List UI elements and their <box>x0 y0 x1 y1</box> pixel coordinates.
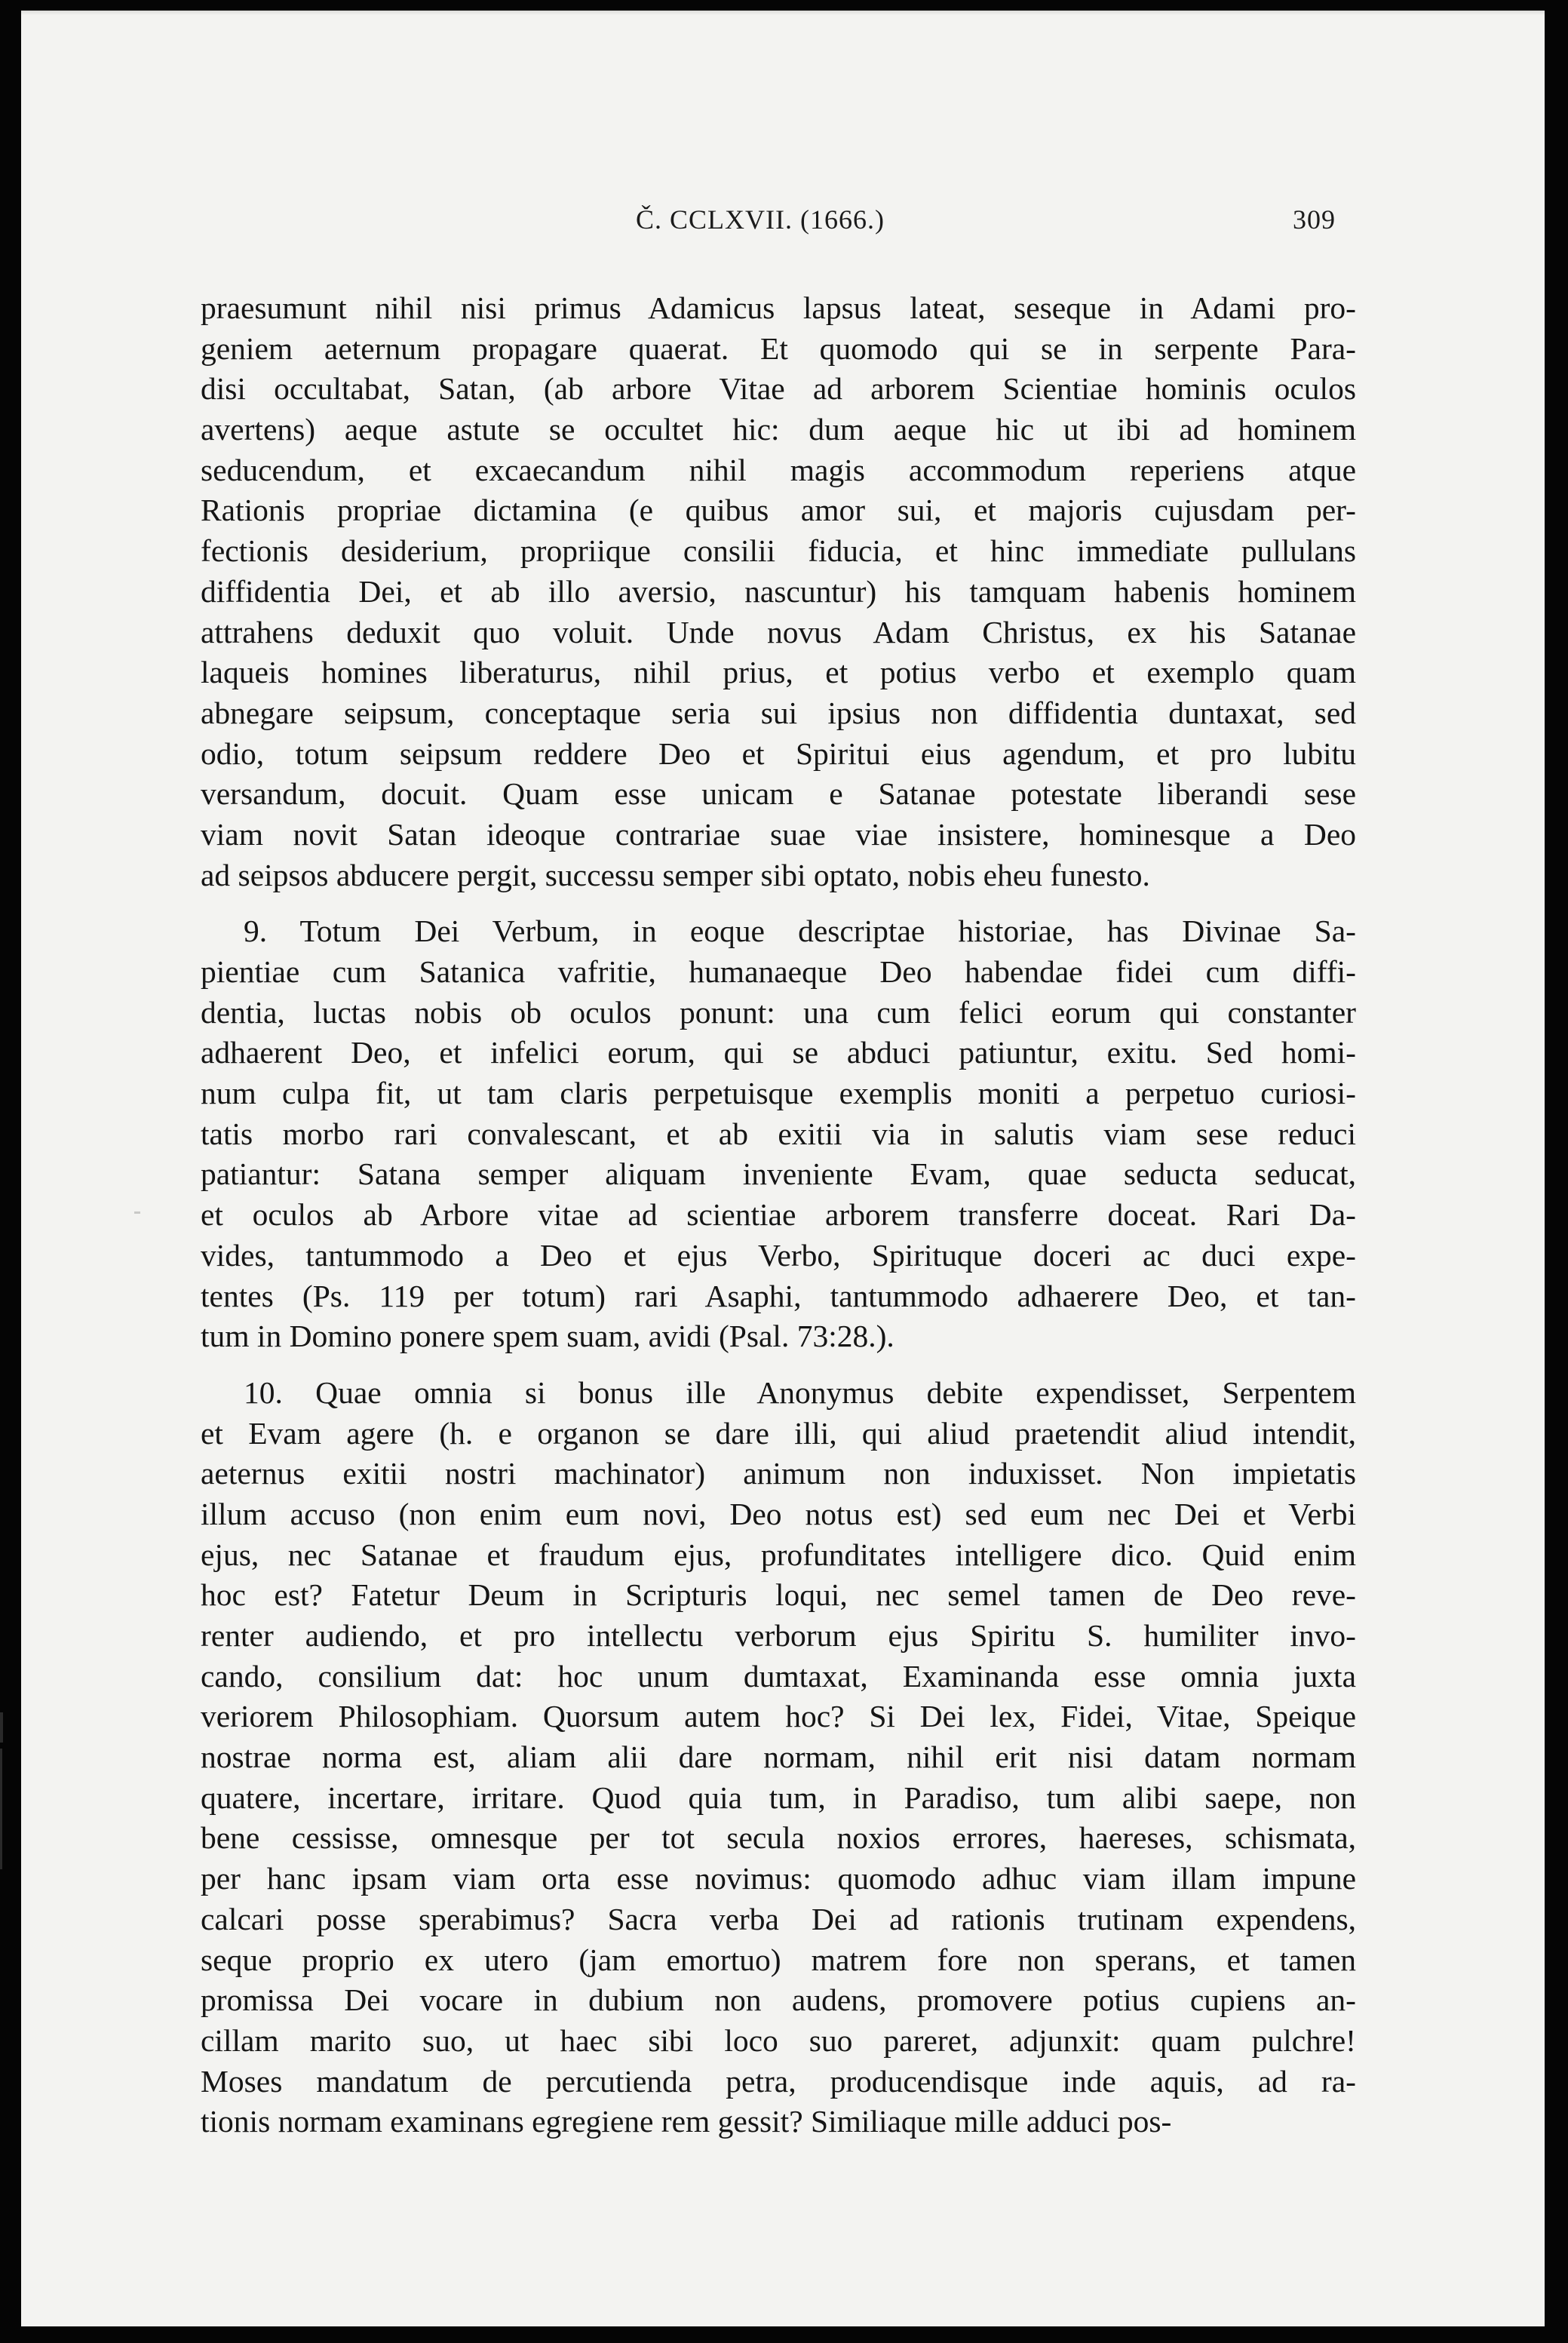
text-line: illum accuso (non enim eum novi, Deo notus est) sed eum nec Dei et Verbi <box>201 1496 1356 1531</box>
text-line: et oculos ab Arbore vitae ad scientiae arborem transferre doceat. Rari Da- <box>201 1197 1356 1233</box>
paragraph <box>201 288 1356 895</box>
text-line: tatis morbo rari convalescant, et ab exitii via in salutis viam sese reduci <box>201 1116 1356 1151</box>
scanned-page <box>21 11 1545 2326</box>
page-number: 309 <box>1293 204 1336 235</box>
text-line: seque proprio ex utero (jam emortuo) matrem fore non sperans, et tamen <box>201 1942 1356 1977</box>
text-line: abnegare seipsum, conceptaque seria sui ipsius non diffidentia duntaxat, sed <box>201 695 1356 730</box>
body-text <box>201 288 1356 2142</box>
text-line: disi occultabat, Satan, (ab arbore Vitae ad arborem Scientiae hominis oculos <box>201 371 1356 407</box>
text-line: pientiae cum Satanica vafritie, humanaeque Deo habendae fidei cum diffi- <box>201 954 1356 989</box>
text-line: tionis normam examinans egregiene rem gessit? Similiaque mille adduci pos- <box>201 2104 1172 2139</box>
text-line: seducendum, et excaecandum nihil magis accommodum reperiens atque <box>201 452 1356 487</box>
text-line: 10. Quae omnia si bonus ille Anonymus debite expendisset, Serpentem <box>244 1374 1356 1410</box>
text-line: renter audiendo, et pro intellectu verborum ejus Spiritu S. humiliter invo- <box>201 1618 1356 1653</box>
text-line: geniem aeternum propagare quaerat. Et quomodo qui se in serpente Para- <box>201 330 1356 366</box>
binding-edge-mark <box>0 1712 3 1743</box>
text-line: hoc est? Fatetur Deum in Scripturis loqui, nec semel tamen de Deo reve- <box>201 1577 1356 1613</box>
paragraph <box>201 1373 1356 2142</box>
text-line: per hanc ipsam viam orta esse novimus: quomodo adhuc viam illam impune <box>201 1861 1356 1896</box>
text-line: cillam marito suo, ut haec sibi loco suo pareret, adjunxit: quam pulchre! <box>201 2022 1356 2058</box>
margin-smudge <box>134 1211 140 1214</box>
text-line: tum in Domino ponere spem suam, avidi (Psal. 73:28.). <box>201 1319 894 1354</box>
text-line: cando, consilium dat: hoc unum dumtaxat, Examinanda esse omnia juxta <box>201 1658 1356 1694</box>
text-line: versandum, docuit. Quam esse unicam e Satanae potestate liberandi sese <box>201 776 1356 812</box>
text-line: bene cessisse, omnesque per tot secula noxios errores, haereses, schismata, <box>201 1820 1356 1856</box>
paragraph-gap <box>201 1357 1356 1373</box>
text-line: patiantur: Satana semper aliquam inveniente Evam, quae seducta seducat, <box>201 1156 1356 1192</box>
text-line: quatere, incertare, irritare. Quod quia tum, in Paradiso, tum alibi saepe, non <box>201 1780 1356 1815</box>
text-line: praesumunt nihil nisi primus Adamicus lapsus lateat, seseque in Adami pro- <box>201 290 1356 325</box>
text-line: vides, tantummodo a Deo et ejus Verbo, Spirituque doceri ac duci expe- <box>201 1237 1356 1273</box>
paragraph-gap <box>201 895 1356 911</box>
text-line: Moses mandatum de percutienda petra, producendisque inde aquis, ad ra- <box>201 2063 1356 2099</box>
text-line: calcari posse sperabimus? Sacra verba Dei ad rationis trutinam expendens, <box>201 1901 1356 1936</box>
text-line: laqueis homines liberaturus, nihil prius, et potius verbo et exemplo quam <box>201 655 1356 690</box>
text-line: 9. Totum Dei Verbum, in eoque descriptae historiae, has Divinae Sa- <box>244 914 1356 949</box>
text-line: ejus, nec Satanae et fraudum ejus, profunditates intelligere dico. Quid enim <box>201 1537 1356 1572</box>
text-line: attrahens deduxit quo voluit. Unde novus Adam Christus, ex his Satanae <box>201 614 1356 649</box>
text-line: diffidentia Dei, et ab illo aversio, nascuntur) his tamquam habenis hominem <box>201 573 1356 609</box>
scan-top-edge <box>21 11 1545 15</box>
text-line: avertens) aeque astute se occultet hic: dum aeque hic ut ibi ad hominem <box>201 412 1356 447</box>
text-line: odio, totum seipsum reddere Deo et Spiritui eius agendum, et pro lubitu <box>201 735 1356 771</box>
binding-edge-mark <box>0 1749 2 1869</box>
text-line: adhaerent Deo, et infelici eorum, qui se abduci patiuntur, exitu. Sed homi- <box>201 1035 1356 1070</box>
text-line: nostrae norma est, aliam alii dare normam, nihil erit nisi datam normam <box>201 1740 1356 1775</box>
text-line: aeternus exitii nostri machinator) animum non induxisset. Non impietatis <box>201 1456 1356 1491</box>
paragraph <box>201 911 1356 1357</box>
header-title: Č. CCLXVII. (1666.) <box>636 204 885 235</box>
text-line: et Evam agere (h. e organon se dare illi, qui aliud praetendit aliud intendit, <box>201 1415 1356 1451</box>
text-line: Rationis propriae dictamina (e quibus amor sui, et majoris cujusdam per- <box>201 493 1356 528</box>
text-line: promissa Dei vocare in dubium non audens, promovere potius cupiens an- <box>201 1982 1356 2018</box>
text-line: viam novit Satan ideoque contrariae suae viae insistere, hominesque a Deo <box>201 816 1356 852</box>
text-line: tentes (Ps. 119 per totum) rari Asaphi, tantummodo adhaerere Deo, et tan- <box>201 1278 1356 1313</box>
text-line: fectionis desiderium, propriique consilii fiducia, et hinc immediate pullulans <box>201 533 1356 569</box>
text-line: ad seipsos abducere pergit, successu semper sibi optato, nobis eheu funesto. <box>201 857 1150 892</box>
running-header <box>21 204 1545 249</box>
text-line: veriorem Philosophiam. Quorsum autem hoc? Si Dei lex, Fidei, Vitae, Speique <box>201 1699 1356 1734</box>
text-line: dentia, luctas nobis ob oculos ponunt: una cum felici eorum qui constanter <box>201 994 1356 1030</box>
text-line: num culpa fit, ut tam claris perpetuisque exemplis moniti a perpetuo curiosi- <box>201 1076 1356 1111</box>
